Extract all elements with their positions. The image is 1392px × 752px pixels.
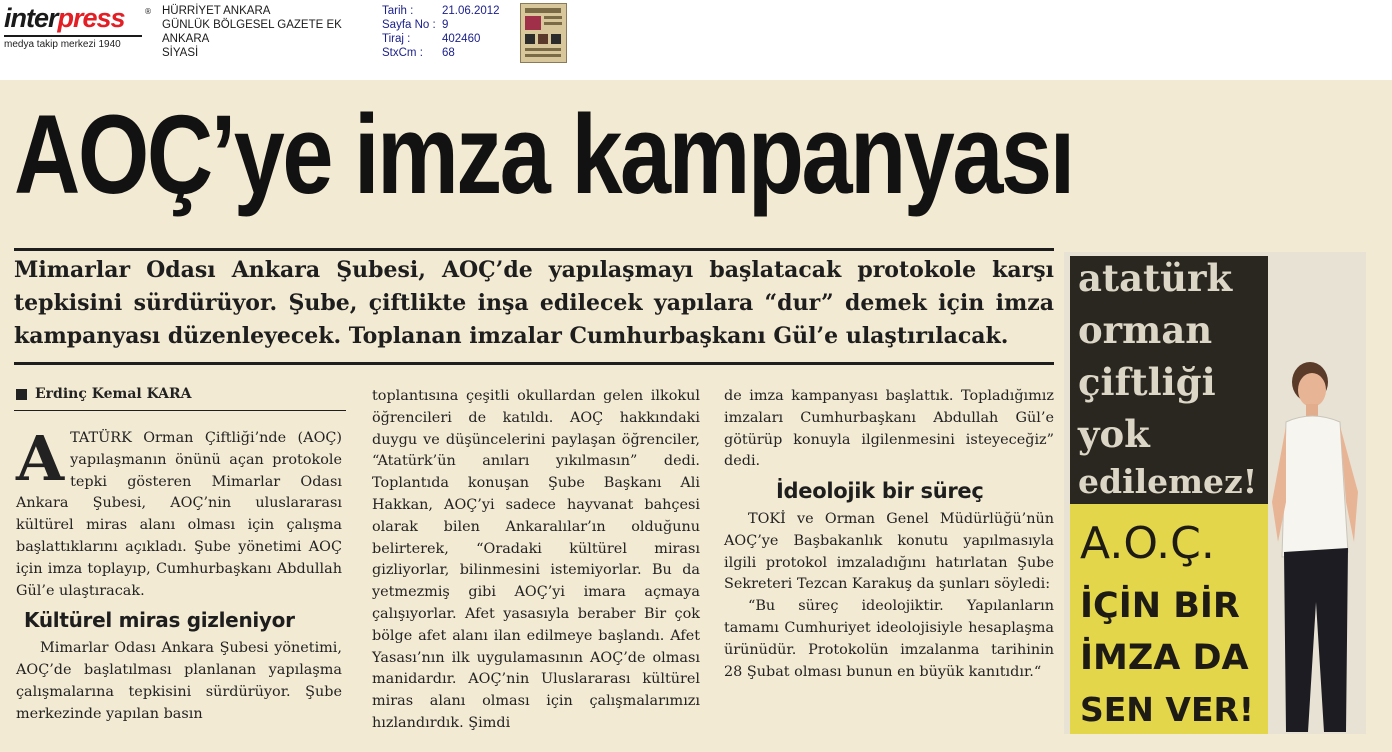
headline xyxy=(0,80,1392,230)
col1-paragraph-2: Mimarlar Odası Ankara Şubesi yönetimi, AOÇ’de başlatılması planlanan yapılaşma çalışmalarına tepkisini sürdürüyor. Şube merkezinde yapılan basın xyxy=(16,640,342,722)
meta-key: StxCm : xyxy=(382,47,423,59)
source-newspaper: HÜRRİYET ANKARA xyxy=(162,5,271,17)
col3-paragraph-2: TOKİ ve Orman Genel Müdürlüğü’nün AOÇ’ye Başbakanlık konutu yapılmasıyla ilgili protokol imzaladığını hatırlatan Şube Sekreteri Tezcan Karakuş da şunları söyledi: xyxy=(724,510,1054,593)
subhead-ideological: İdeolojik bir süreç xyxy=(776,479,984,504)
column-2 xyxy=(372,386,700,735)
interpress-logo xyxy=(4,3,152,50)
banner-text: yok xyxy=(1078,412,1150,456)
registered-mark: ® xyxy=(144,7,152,16)
banner-text: İMZA DA xyxy=(1080,638,1249,678)
protest-banner xyxy=(1070,256,1268,734)
meta-row-date xyxy=(382,4,500,18)
meta-row-stxcm xyxy=(382,46,500,60)
source-section: SİYASİ xyxy=(162,47,199,59)
newspaper-clipping xyxy=(0,80,1392,752)
banner-text: İÇİN BİR xyxy=(1080,586,1240,626)
col1-p1-text: TATÜRK Orman Çiftliği’nde (AOÇ) yapılaşmanın önünü açan protokole tepki gösteren Mimarlar Odası Ankara Şubesi, AOÇ’nin uluslararası kültürel miras alanı olması için çalışma başlattıklarını açıkladı. Şube yönetimi AOÇ için imza toplayıp, Cumhurbaşkanı Abdullah Gül’e ulaştıracak. xyxy=(16,430,342,599)
logo-word-press: press xyxy=(57,3,125,33)
woman-figure xyxy=(1264,352,1364,732)
dropcap: A xyxy=(16,422,65,495)
banner-text: atatürk xyxy=(1078,256,1233,300)
col1-paragraph-1 xyxy=(16,422,342,602)
meta-value: 9 xyxy=(442,19,449,31)
clipping-meta xyxy=(382,4,500,60)
meta-key: Sayfa No : xyxy=(382,19,436,31)
meta-row-page xyxy=(382,18,500,32)
source-supplement: GÜNLÜK BÖLGESEL GAZETE EK xyxy=(162,19,342,31)
meta-value: 21.06.2012 xyxy=(442,5,500,17)
logo-tagline: medya takip merkezi 1940 xyxy=(4,39,121,50)
col2-paragraph-1: toplantısına çeşitli okullardan gelen ilkokul öğrencileri de katıldı. AOÇ hakkındaki duygu ve düşüncelerini paylaşan öğrenciler, “Atatürk’ün anıları yıkılmasın” dedi. Toplantıda konuşan Şube Başkanı Ali Hakkan, AOÇ’yi sadece hayvanat bahçesi olarak bilen Ankaralılar’ın olduğunu belirterek, “Oradaki kültürel mirası gizliyorlar, bilinmesini istemiyorlar. Bu da yetmezmiş gibi AOÇ’yi imara açmaya çalışıyorlar. Afet yasasıyla beraber Bir çok bölge afet alanı ilan edilmeye başlandı. Afet Yasası’nın ilk uygulamasının AOÇ’de olması manidardır. AOÇ’nin Uluslararası kültürel miras alanı olması için çalışmalarımızı hızlandırdık. Şimdi xyxy=(372,388,700,731)
col3-paragraph-3: “Bu süreç ideolojiktir. Yapılanların tamamı Cumhuriyet ideolojisiyle hesaplaşma ürünüdür. Protokolün imzalanma tarihinin 28 Şubat olması bunun en büyük kanıtıdır.“ xyxy=(724,598,1054,680)
column-1 xyxy=(16,422,342,725)
column-3 xyxy=(724,386,1054,683)
logo-word-inter: inter xyxy=(4,3,58,33)
byline-author: Erdinç Kemal KARA xyxy=(35,386,192,402)
banner-text: SEN VER! xyxy=(1080,690,1254,729)
byline-rule xyxy=(14,410,346,411)
lede-top-rule xyxy=(14,248,1054,251)
clipping-header xyxy=(0,0,1392,80)
source-city: ANKARA xyxy=(162,33,210,45)
byline-square-icon xyxy=(16,389,27,400)
col3-paragraph-1: de imza kampanyası başlattık. Topladığımız imzaları Cumhurbaşkanı Abdullah Gül’e götürüp konuyla ilgilenmesini isteyeceğiz” dedi. xyxy=(724,388,1054,470)
banner-yellow-section xyxy=(1070,504,1268,734)
lede: Mimarlar Odası Ankara Şubesi, AOÇ’de yapılaşmayı başlatacak protokole karşı tepkisini sürdürüyor. Şube, çiftlikte inşa edilecek yapılara “dur” demek için imza kampanyası düzenleyecek. Toplanan imzalar Cumhurbaşkanı Gül’e ulaştırılacak. xyxy=(14,257,1054,349)
page-thumbnail[interactable] xyxy=(520,3,567,63)
banner-text: çiftliği xyxy=(1078,360,1216,404)
source-info xyxy=(162,4,342,60)
lede-bottom-rule xyxy=(14,362,1054,365)
banner-text: orman xyxy=(1078,308,1213,352)
headline-text: AOÇ’ye imza kampanyası xyxy=(14,92,1073,217)
subhead-cultural-heritage: Kültürel miras gizleniyor xyxy=(24,608,295,633)
meta-key: Tiraj : xyxy=(382,33,411,45)
news-photo xyxy=(1064,252,1366,734)
banner-text: edilemez! xyxy=(1078,462,1258,501)
logo-underline xyxy=(4,35,142,37)
banner-dark-section xyxy=(1070,256,1268,506)
banner-text: A.O.Ç. xyxy=(1080,518,1215,569)
meta-key: Tarih : xyxy=(382,5,414,17)
byline xyxy=(16,386,192,402)
meta-row-circulation xyxy=(382,32,500,46)
meta-value: 68 xyxy=(442,47,455,59)
meta-value: 402460 xyxy=(442,33,481,45)
